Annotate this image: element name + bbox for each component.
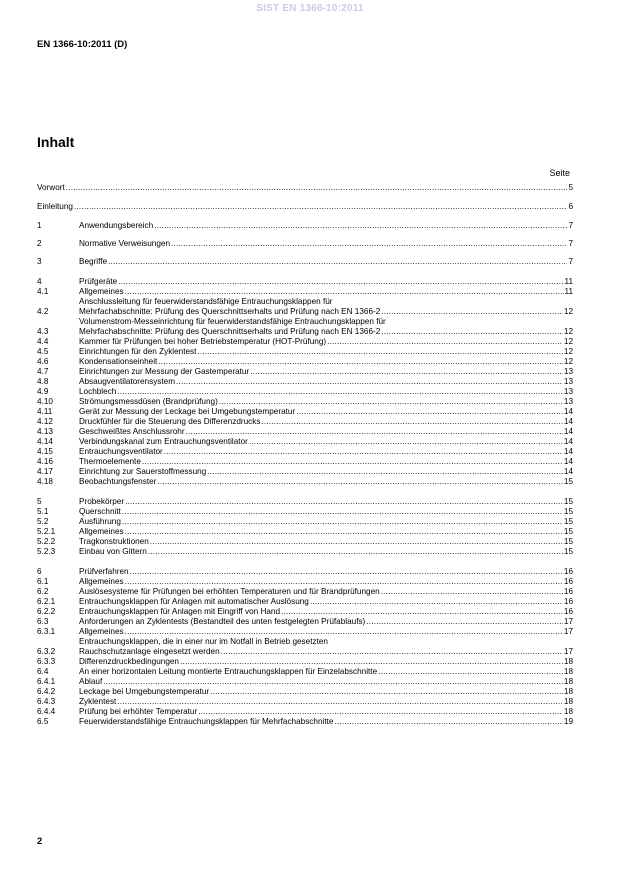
toc-entry-title: Anforderungen an Zyklentests (Bestandteil des unten festgelegten Prüfablaufs) — [79, 617, 366, 626]
toc-entry-number: 6.4.3 — [37, 697, 56, 706]
toc-entry[interactable] — [37, 527, 573, 537]
toc-entry-page: 15 — [563, 497, 573, 506]
toc-entry-page: 12 — [563, 357, 573, 366]
toc-entry-title: Kondensationseinheit — [79, 357, 158, 366]
toc-entry-page: 18 — [563, 677, 573, 686]
toc-leader-dots — [122, 507, 563, 517]
toc-entry[interactable] — [37, 687, 573, 697]
toc-entry-title: Lochblech — [79, 387, 117, 396]
toc-entry-number: 4.12 — [37, 417, 53, 426]
toc-leader-dots — [154, 221, 567, 231]
toc-entry[interactable] — [37, 567, 573, 577]
toc-entry-number: 6.4.1 — [37, 677, 56, 686]
toc-leader-dots — [164, 447, 563, 457]
toc-entry[interactable] — [37, 577, 573, 587]
toc-leader-dots — [366, 617, 563, 627]
toc-entry-title: Einleitung — [37, 202, 73, 211]
toc-entry-page: 14 — [563, 427, 573, 436]
toc-entry[interactable] — [37, 221, 573, 231]
toc-entry-number: 6.4.2 — [37, 687, 56, 696]
toc-entry-title: Tragkonstruktionen — [79, 537, 149, 546]
toc-entry-number: 4.7 — [37, 367, 49, 376]
toc-entry[interactable] — [37, 477, 573, 487]
toc-entry-number: 4 — [37, 277, 42, 286]
toc-entry[interactable] — [37, 587, 573, 597]
toc-entry-number: 5.2 — [37, 517, 49, 526]
toc-entry[interactable] — [37, 457, 573, 467]
toc-entry-page: 15 — [563, 477, 573, 486]
toc-entry[interactable] — [37, 437, 573, 447]
toc-entry-title-line: Anschlussleitung für feuerwiderstandsfähige Entrauchungsklappen für — [79, 297, 333, 306]
toc-entry-title: Druckfühler für die Steuerung des Differenzdrucks — [79, 417, 261, 426]
toc-entry-number: 4.2 — [37, 307, 49, 316]
toc-entry-number: 6.3.3 — [37, 657, 56, 666]
toc-leader-dots — [186, 427, 563, 437]
toc-entry-number: 4.18 — [37, 477, 53, 486]
toc-entry-page: 14 — [563, 457, 573, 466]
toc-entry[interactable] — [37, 627, 573, 637]
toc-leader-dots — [176, 377, 563, 387]
toc-entry-number: 4.5 — [37, 347, 49, 356]
toc-entry-title: Prüfgeräte — [79, 277, 118, 286]
toc-entry-title: Mehrfachabschnitte: Prüfung des Querschnittserhalts und Prüfung nach EN 1366-2 — [79, 327, 381, 336]
toc-entry[interactable] — [37, 377, 573, 387]
toc-leader-dots — [334, 717, 562, 727]
toc-entry-title: Vorwort — [37, 183, 65, 192]
toc-entry-page: 18 — [563, 657, 573, 666]
toc-leader-dots — [117, 387, 563, 397]
toc-entry-page: 15 — [563, 527, 573, 536]
toc-entry-title-line: Volumenstrom-Messeinrichtung für feuerwiderstandsfähige Entrauchungsklappen für — [79, 317, 386, 326]
toc-entry-page: 18 — [563, 667, 573, 676]
toc-entry-page: 7 — [568, 239, 573, 248]
toc-entry[interactable] — [37, 277, 573, 287]
toc-entry-title: Ausführung — [79, 517, 121, 526]
toc-leader-dots — [221, 647, 563, 657]
toc-entry[interactable] — [37, 202, 573, 212]
toc-entry-title: Einrichtung zur Sauerstoffmessung — [79, 467, 207, 476]
toc-leader-dots — [180, 657, 563, 667]
toc-entry[interactable] — [37, 257, 573, 267]
toc-entry-title: Probekörper — [79, 497, 125, 506]
toc-entry[interactable] — [37, 657, 573, 667]
toc-entry-number: 6 — [37, 567, 42, 576]
toc-entry-title: Allgemeines — [79, 627, 124, 636]
toc-entry-number: 4.9 — [37, 387, 49, 396]
toc-leader-dots — [207, 467, 563, 477]
toc-entry-page: 18 — [563, 707, 573, 716]
toc-entry-title: Geschweißtes Anschlussrohr — [79, 427, 185, 436]
toc-entry-title: Rauchschutzanlage eingesetzt werden — [79, 647, 220, 656]
toc-entry-page: 14 — [563, 467, 573, 476]
toc-entry-number: 5 — [37, 497, 42, 506]
toc-entry-number: 6.2.1 — [37, 597, 56, 606]
toc-leader-dots — [381, 307, 563, 317]
toc-entry-page: 14 — [563, 417, 573, 426]
toc-entry-title: Zyklentest — [79, 697, 117, 706]
toc-entry-number: 2 — [37, 239, 42, 248]
toc-leader-dots — [103, 677, 563, 687]
toc-entry[interactable] — [37, 427, 573, 437]
toc-entry-page: 5 — [568, 183, 573, 192]
toc-entry[interactable] — [37, 417, 573, 427]
toc-entry[interactable] — [37, 239, 573, 249]
toc-entry-page: 15 — [563, 537, 573, 546]
toc-entry-number: 4.1 — [37, 287, 49, 296]
toc-entry-number: 6.4.4 — [37, 707, 56, 716]
toc-entry[interactable] — [37, 347, 573, 357]
toc-entry-number: 4.15 — [37, 447, 53, 456]
toc-leader-dots — [118, 277, 563, 287]
toc-entry-title: Kammer für Prüfungen bei hoher Betriebstemperatur (HOT-Prüfung) — [79, 337, 327, 346]
toc-entry-number: 4.4 — [37, 337, 49, 346]
toc-entry-title: An einer horizontalen Leitung montierte Entrauchungsklappen für Einzelabschnitte — [79, 667, 378, 676]
toc-entry-page: 15 — [563, 517, 573, 526]
toc-entry-title: Verbindungskanal zum Entrauchungsventilator — [79, 437, 248, 446]
toc-entry-page: 13 — [563, 397, 573, 406]
toc-entry[interactable] — [37, 357, 573, 367]
toc-entry-number: 4.17 — [37, 467, 53, 476]
toc-entry[interactable] — [37, 287, 573, 297]
toc-entry-title: Einrichtungen zur Messung der Gastemperatur — [79, 367, 250, 376]
toc-entry-title: Thermoelemente — [79, 457, 141, 466]
toc-entry[interactable] — [37, 183, 573, 193]
toc-entry-page: 12 — [563, 327, 573, 336]
toc-leader-dots — [125, 497, 563, 507]
toc-leader-dots — [219, 397, 563, 407]
toc-entry-title: Allgemeines — [79, 577, 124, 586]
toc-entry-title: Begriffe — [79, 257, 108, 266]
toc-entry-title: Entrauchungsventilator — [79, 447, 163, 456]
toc-entry-title: Querschnitt — [79, 507, 121, 516]
toc-entry-title: Normative Verweisungen — [79, 239, 171, 248]
toc-entry-page: 12 — [563, 307, 573, 316]
toc-leader-dots — [142, 457, 563, 467]
toc-leader-dots — [125, 527, 563, 537]
toc-leader-dots — [122, 517, 563, 527]
toc-entry-page: 19 — [563, 717, 573, 726]
toc-leader-dots — [197, 347, 562, 357]
toc-entry-page: 13 — [563, 377, 573, 386]
toc-entry-title: Prüfverfahren — [79, 567, 129, 576]
document-id: EN 1366-10:2011 (D) — [37, 39, 128, 50]
toc-entry-title: Beobachtungsfenster — [79, 477, 157, 486]
toc-entry-page: 7 — [568, 257, 573, 266]
toc-entry[interactable] — [37, 537, 573, 547]
toc-leader-dots — [148, 547, 563, 557]
toc-leader-dots — [378, 667, 563, 677]
toc-entry-number: 4.6 — [37, 357, 49, 366]
toc-entry[interactable] — [37, 467, 573, 477]
toc-entry[interactable] — [37, 447, 573, 457]
toc-entry-page: 6 — [568, 202, 573, 211]
toc-entry-number: 4.14 — [37, 437, 53, 446]
toc-entry[interactable] — [37, 367, 573, 377]
toc-leader-dots — [74, 202, 567, 212]
toc-entry-number: 6.3.1 — [37, 627, 56, 636]
toc-leader-dots — [108, 257, 567, 267]
toc-leader-dots — [66, 183, 568, 193]
toc-leader-dots — [150, 537, 563, 547]
toc-entry-title: Allgemeines — [79, 287, 124, 296]
toc-entry[interactable] — [37, 297, 573, 317]
toc-entry-title: Strömungsmessdüsen (Brandprüfung) — [79, 397, 218, 406]
toc-leader-dots — [125, 577, 563, 587]
toc-entry-number: 6.3 — [37, 617, 49, 626]
toc-entry-number: 4.13 — [37, 427, 53, 436]
toc-leader-dots — [250, 367, 563, 377]
toc-entry[interactable] — [37, 667, 573, 677]
toc-entry-page: 13 — [563, 367, 573, 376]
toc-entry[interactable] — [37, 317, 573, 337]
toc-entry-title: Prüfung bei erhöhter Temperatur — [79, 707, 198, 716]
toc-entry-number: 6.2 — [37, 587, 49, 596]
toc-entry[interactable] — [37, 517, 573, 527]
toc-entry-page: 7 — [568, 221, 573, 230]
toc-leader-dots — [171, 239, 567, 249]
toc-leader-dots — [381, 587, 563, 597]
toc-leader-dots — [158, 357, 563, 367]
toc-entry-number: 5.2.3 — [37, 547, 56, 556]
toc-leader-dots — [381, 327, 563, 337]
toc-entry[interactable] — [37, 617, 573, 627]
toc-entry[interactable] — [37, 337, 573, 347]
toc-entry[interactable] — [37, 707, 573, 717]
toc-entry-page: 17 — [563, 627, 573, 636]
toc-leader-dots — [281, 607, 563, 617]
toc-entry-page: 16 — [563, 567, 573, 576]
toc-entry-title: Ablauf — [79, 677, 103, 686]
toc-entry-number: 5.2.2 — [37, 537, 56, 546]
toc-entry-title: Einbau von Gittern — [79, 547, 147, 556]
toc-entry-title: Mehrfachabschnitte: Prüfung des Querschnittserhalts und Prüfung nach EN 1366-2 — [79, 307, 381, 316]
toc-entry-title: Entrauchungsklappen für Anlagen mit Eingriff von Hand — [79, 607, 281, 616]
toc-leader-dots — [327, 337, 563, 347]
toc-entry-title: Leckage bei Umgebungstemperatur — [79, 687, 210, 696]
toc-entry-page: 15 — [563, 547, 573, 556]
toc-leader-dots — [125, 627, 563, 637]
toc-leader-dots — [198, 707, 563, 717]
toc-entry-page: 12 — [563, 337, 573, 346]
table-of-contents — [37, 183, 573, 727]
toc-entry[interactable] — [37, 407, 573, 417]
watermark: SIST EN 1366-10:2011 — [256, 3, 364, 14]
toc-entry-number: 6.5 — [37, 717, 49, 726]
toc-entry-number: 6.2.2 — [37, 607, 56, 616]
toc-entry-title: Differenzdruckbedingungen — [79, 657, 179, 666]
toc-entry-page: 16 — [563, 597, 573, 606]
toc-entry[interactable] — [37, 677, 573, 687]
toc-entry-page: 16 — [563, 587, 573, 596]
toc-entry[interactable] — [37, 717, 573, 727]
toc-entry-title: Allgemeines — [79, 527, 124, 536]
toc-leader-dots — [249, 437, 563, 447]
toc-entry[interactable] — [37, 597, 573, 607]
toc-entry[interactable] — [37, 497, 573, 507]
toc-leader-dots — [210, 687, 563, 697]
toc-leader-dots — [125, 287, 564, 297]
toc-entry-title-line: Entrauchungsklappen, die in einer nur im Notfall in Betrieb gesetzten — [79, 637, 328, 646]
toc-entry-page: 16 — [563, 577, 573, 586]
page-number: 2 — [37, 836, 43, 847]
toc-entry[interactable] — [37, 607, 573, 617]
toc-entry-title: Entrauchungsklappen für Anlagen mit automatischer Auslösung — [79, 597, 309, 606]
toc-entry-page: 14 — [563, 407, 573, 416]
page-column-label: Seite — [549, 168, 570, 178]
toc-entry-number: 5.1 — [37, 507, 49, 516]
toc-entry-page: 14 — [563, 447, 573, 456]
toc-entry-page: 18 — [563, 687, 573, 696]
toc-leader-dots — [310, 597, 563, 607]
toc-leader-dots — [261, 417, 562, 427]
toc-entry-number: 1 — [37, 221, 42, 230]
toc-entry-title: Gerät zur Messung der Leckage bei Umgebungstemperatur — [79, 407, 296, 416]
toc-entry-page: 17 — [563, 647, 573, 656]
toc-entry-number: 4.11 — [37, 407, 53, 416]
toc-entry-number: 4.8 — [37, 377, 49, 386]
toc-entry-number: 3 — [37, 257, 42, 266]
toc-entry-page: 12 — [563, 347, 573, 356]
toc-entry[interactable] — [37, 697, 573, 707]
toc-entry[interactable] — [37, 507, 573, 517]
toc-entry-page: 13 — [563, 387, 573, 396]
toc-entry-number: 6.3.2 — [37, 647, 56, 656]
toc-entry-page: 17 — [563, 617, 573, 626]
toc-entry-page: 16 — [563, 607, 573, 616]
toc-entry-page: 11 — [564, 287, 573, 296]
toc-entry-number: 6.4 — [37, 667, 49, 676]
toc-entry-number: 6.1 — [37, 577, 49, 586]
toc-entry-number: 5.2.1 — [37, 527, 56, 536]
toc-entry[interactable] — [37, 387, 573, 397]
toc-entry-page: 18 — [563, 697, 573, 706]
toc-entry[interactable] — [37, 637, 573, 657]
toc-leader-dots — [117, 697, 563, 707]
toc-entry-number: 4.10 — [37, 397, 53, 406]
toc-entry-page: 15 — [563, 507, 573, 516]
toc-entry-title: Einrichtungen für den Zyklentest — [79, 347, 197, 356]
toc-heading: Inhalt — [37, 134, 75, 150]
toc-entry[interactable] — [37, 547, 573, 557]
toc-leader-dots — [130, 567, 563, 577]
toc-entry-number: 4.16 — [37, 457, 53, 466]
toc-entry-title: Absaugventilatorensystem — [79, 377, 176, 386]
toc-entry-title: Auslösesysteme für Prüfungen bei erhöhten Temperaturen und für Brandprüfungen — [79, 587, 380, 596]
toc-entry[interactable] — [37, 397, 573, 407]
toc-entry-page: 14 — [563, 437, 573, 446]
toc-leader-dots — [296, 407, 563, 417]
toc-entry-title: Anwendungsbereich — [79, 221, 154, 230]
toc-entry-title: Feuerwiderstandsfähige Entrauchungsklappen für Mehrfachabschnitte — [79, 717, 334, 726]
toc-entry-page: 11 — [564, 277, 573, 286]
toc-leader-dots — [157, 477, 563, 487]
toc-entry-number: 4.3 — [37, 327, 49, 336]
